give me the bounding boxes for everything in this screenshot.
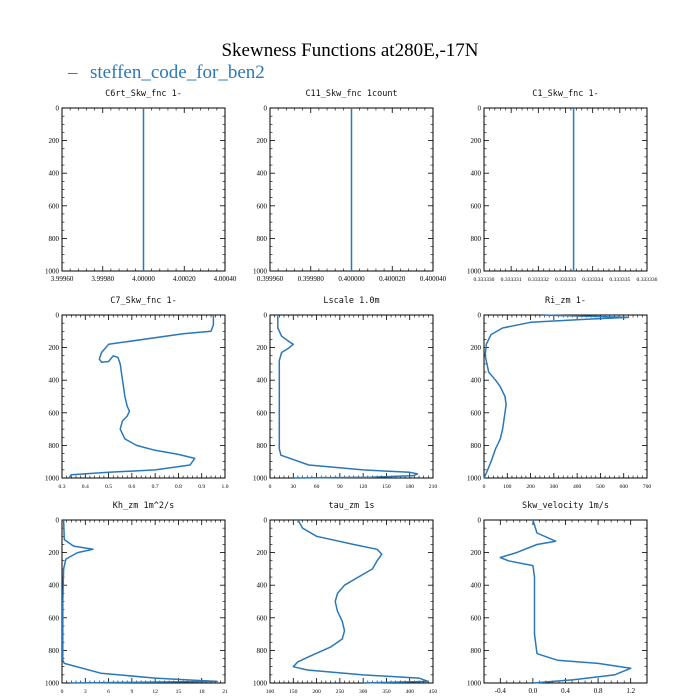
x-tick-label: 9 xyxy=(130,689,134,695)
x-tick-label: 0.400000 xyxy=(338,275,365,283)
x-tick-label: 100 xyxy=(503,484,512,490)
chart-panel-9 xyxy=(467,501,647,695)
x-tick-label: 0.333332 xyxy=(527,277,549,283)
x-tick-label: 0.399980 xyxy=(297,275,324,283)
y-tick-label: 800 xyxy=(256,441,267,450)
plot-frame xyxy=(270,315,433,478)
y-tick-label: 0 xyxy=(263,311,267,320)
x-tick-label: 0.4 xyxy=(561,687,570,695)
y-tick-label: 400 xyxy=(256,376,267,385)
x-tick-label: 0.3 xyxy=(58,484,66,490)
x-tick-label: 0.333334 xyxy=(582,277,604,283)
chart-panel-2 xyxy=(253,89,447,283)
x-tick-label: 60 xyxy=(313,484,320,490)
series-line xyxy=(484,315,628,478)
x-tick-label: 1.0 xyxy=(221,484,229,490)
plot-frame xyxy=(484,315,647,478)
x-tick-label: 15 xyxy=(175,689,182,695)
y-tick-label: 0 xyxy=(263,104,267,113)
plot-frame xyxy=(62,520,225,683)
series-line xyxy=(500,520,630,683)
x-tick-label: 1.2 xyxy=(626,687,636,695)
y-tick-label: 400 xyxy=(256,581,267,590)
x-tick-label: 0.7 xyxy=(151,484,159,490)
x-tick-label: 300 xyxy=(549,484,559,490)
x-tick-label: 0.6 xyxy=(128,484,136,490)
series-line xyxy=(63,520,217,683)
y-tick-label: 800 xyxy=(48,646,59,655)
x-tick-label: 0.0 xyxy=(528,687,538,695)
x-tick-label: 4.00000 xyxy=(132,275,155,283)
y-tick-label: 200 xyxy=(470,344,481,353)
series-line xyxy=(69,315,213,478)
y-tick-label: 400 xyxy=(48,581,59,590)
chart-panel-5 xyxy=(253,296,437,490)
x-tick-label: 0 xyxy=(268,484,272,490)
x-tick-label: 4.00020 xyxy=(172,275,196,283)
y-tick-label: 800 xyxy=(256,646,267,655)
x-tick-label: 0 xyxy=(60,689,64,695)
x-tick-label: -0.4 xyxy=(494,687,506,695)
panel-title: Kh_zm 1m^2/s xyxy=(112,501,175,511)
panel-title: C7_Skw_fnc 1- xyxy=(110,296,177,306)
legend-label: steffen_code_for_ben2 xyxy=(90,62,265,83)
x-tick-label: 400 xyxy=(405,689,414,695)
chart-panel-3 xyxy=(467,89,658,283)
chart-panel-7 xyxy=(45,501,228,695)
y-tick-label: 200 xyxy=(256,549,267,558)
figure-title: Skewness Functions at280E,-17N xyxy=(221,40,479,61)
y-tick-label: 800 xyxy=(48,441,59,450)
x-tick-label: 0.8 xyxy=(593,687,603,695)
figure-legend xyxy=(67,62,265,83)
y-tick-label: 200 xyxy=(48,344,59,353)
chart-panel-1 xyxy=(45,89,237,283)
x-tick-label: 3.99960 xyxy=(50,275,74,283)
legend-marker: – xyxy=(68,62,78,83)
x-tick-label: 200 xyxy=(526,484,535,490)
x-tick-label: 0.400020 xyxy=(379,275,406,283)
y-tick-label: 0 xyxy=(55,104,59,113)
chart-panel-4 xyxy=(45,296,229,490)
x-tick-label: 250 xyxy=(335,689,345,695)
x-tick-label: 0.9 xyxy=(198,484,206,490)
x-tick-label: 0.5 xyxy=(105,484,113,490)
y-tick-label: 0 xyxy=(263,516,267,525)
y-tick-label: 1000 xyxy=(45,474,59,483)
x-tick-label: 3 xyxy=(83,689,87,695)
y-tick-label: 1000 xyxy=(467,267,481,276)
x-tick-label: 6 xyxy=(107,689,110,695)
y-tick-label: 800 xyxy=(470,441,481,450)
y-tick-label: 400 xyxy=(470,169,481,178)
panel-title: C11_Skw_fnc 1count xyxy=(305,89,398,99)
y-tick-label: 600 xyxy=(48,614,59,623)
y-tick-label: 0 xyxy=(477,311,481,320)
y-tick-label: 200 xyxy=(48,549,59,558)
y-tick-label: 400 xyxy=(48,169,59,178)
y-tick-label: 200 xyxy=(470,549,481,558)
y-tick-label: 400 xyxy=(48,376,59,385)
y-tick-label: 1000 xyxy=(467,679,481,688)
x-tick-label: 150 xyxy=(289,689,298,695)
y-tick-label: 0 xyxy=(477,516,481,525)
y-tick-label: 800 xyxy=(48,234,59,243)
y-tick-label: 600 xyxy=(256,409,267,418)
y-tick-label: 600 xyxy=(48,409,59,418)
panel-title: C1_Skw_fnc 1- xyxy=(532,89,599,99)
chart-panel-6 xyxy=(467,296,651,490)
x-tick-label: 12 xyxy=(152,689,158,695)
y-tick-label: 200 xyxy=(48,137,59,146)
x-tick-label: 500 xyxy=(596,484,605,490)
y-tick-label: 600 xyxy=(470,409,481,418)
y-tick-label: 600 xyxy=(48,202,59,211)
y-tick-label: 1000 xyxy=(253,679,267,688)
y-tick-label: 800 xyxy=(470,234,481,243)
x-tick-label: 0.333336 xyxy=(636,277,658,283)
y-tick-label: 400 xyxy=(470,376,481,385)
y-tick-label: 800 xyxy=(256,234,267,243)
x-tick-label: 450 xyxy=(428,689,438,695)
x-tick-label: 600 xyxy=(619,484,628,490)
x-tick-label: 0.333335 xyxy=(609,277,631,283)
x-tick-label: 700 xyxy=(642,484,652,490)
x-tick-label: 210 xyxy=(428,484,438,490)
panel-grid xyxy=(45,89,658,695)
x-tick-label: 4.00040 xyxy=(213,275,237,283)
x-tick-label: 0.333333 xyxy=(555,277,576,283)
x-tick-label: 0.4 xyxy=(81,484,89,490)
panel-title: C6rt_Skw_fnc 1- xyxy=(105,89,182,99)
chart-panel-8 xyxy=(253,501,437,695)
y-tick-label: 200 xyxy=(256,344,267,353)
y-tick-label: 400 xyxy=(256,169,267,178)
y-tick-label: 600 xyxy=(256,614,267,623)
y-tick-label: 0 xyxy=(55,311,59,320)
y-tick-label: 1000 xyxy=(253,267,267,276)
y-tick-label: 0 xyxy=(477,104,481,113)
x-tick-label: 30 xyxy=(290,484,297,490)
x-tick-label: 18 xyxy=(198,689,205,695)
x-tick-label: 180 xyxy=(405,484,414,490)
plot-frame xyxy=(484,108,647,271)
x-tick-label: 0.333331 xyxy=(500,277,522,283)
panel-title: tau_zm 1s xyxy=(328,501,375,511)
x-tick-label: 90 xyxy=(337,484,343,490)
y-tick-label: 0 xyxy=(55,516,59,525)
panel-title: Skw_velocity 1m/s xyxy=(522,501,609,511)
panel-title: Ri_zm 1- xyxy=(545,296,586,306)
x-tick-label: 3.99980 xyxy=(91,275,115,283)
y-tick-label: 1000 xyxy=(45,679,59,688)
x-tick-label: 350 xyxy=(382,689,391,695)
y-tick-label: 1000 xyxy=(45,267,59,276)
y-tick-label: 800 xyxy=(470,646,481,655)
plot-frame xyxy=(484,520,647,683)
x-tick-label: 0.8 xyxy=(174,484,182,490)
y-tick-label: 600 xyxy=(256,202,267,211)
x-tick-label: 120 xyxy=(358,484,368,490)
x-tick-label: 150 xyxy=(382,484,391,490)
y-tick-label: 600 xyxy=(470,614,481,623)
x-tick-label: 21 xyxy=(222,689,228,695)
x-tick-label: 100 xyxy=(265,689,275,695)
series-line xyxy=(293,520,428,683)
series-line xyxy=(278,315,418,478)
panel-title: Lscale 1.0m xyxy=(323,296,380,306)
y-tick-label: 400 xyxy=(470,581,481,590)
y-tick-label: 600 xyxy=(470,202,481,211)
y-tick-label: 1000 xyxy=(253,474,267,483)
x-tick-label: 0 xyxy=(482,484,486,490)
y-tick-label: 1000 xyxy=(467,474,481,483)
x-tick-label: 0.333330 xyxy=(473,277,495,283)
x-tick-label: 400 xyxy=(572,484,582,490)
x-tick-label: 0.400040 xyxy=(419,275,447,283)
y-tick-label: 200 xyxy=(470,137,481,146)
y-tick-label: 200 xyxy=(256,137,267,146)
x-tick-label: 0.399960 xyxy=(256,275,284,283)
x-tick-label: 300 xyxy=(358,689,368,695)
x-tick-label: 200 xyxy=(312,689,321,695)
